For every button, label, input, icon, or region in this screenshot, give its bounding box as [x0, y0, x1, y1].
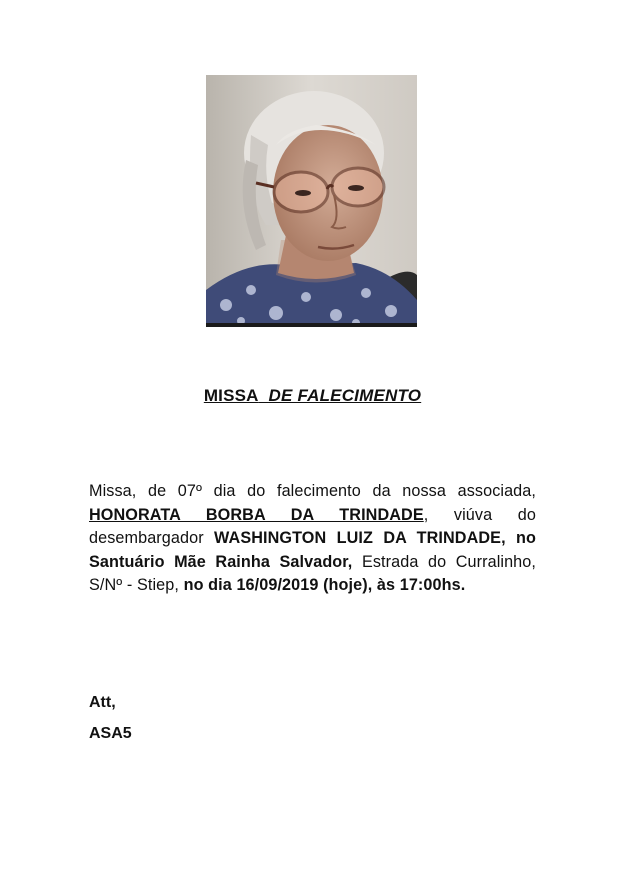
notice-text-widow: , viúva do desembargador [89, 505, 536, 548]
title-part-missa: MISSA [203, 386, 259, 405]
notice-title [0, 386, 625, 406]
notice-body [89, 480, 536, 598]
signature-greeting: Att, [89, 694, 116, 711]
portrait-illustration [206, 75, 417, 327]
spouse-and-venue: WASHINGTON LUIZ DA TRINDADE, no Santuário Mãe Rainha Salvador, [89, 529, 536, 571]
signature-org: ASA5 [89, 725, 132, 742]
venue-address: Estrada do Curralinho, S/Nº - Stiep, [89, 552, 536, 595]
deceased-name: HONORATA BORBA DA TRINDADE [89, 505, 424, 524]
title-part-falecimento: DE FALECIMENTO [268, 386, 422, 405]
mass-date-time: no dia 16/09/2019 (hoje), às 17:00hs. [183, 576, 466, 595]
portrait-photo [206, 75, 417, 327]
notice-text-intro: Missa, de 07º dia do falecimento da nossa associada, [89, 482, 536, 500]
